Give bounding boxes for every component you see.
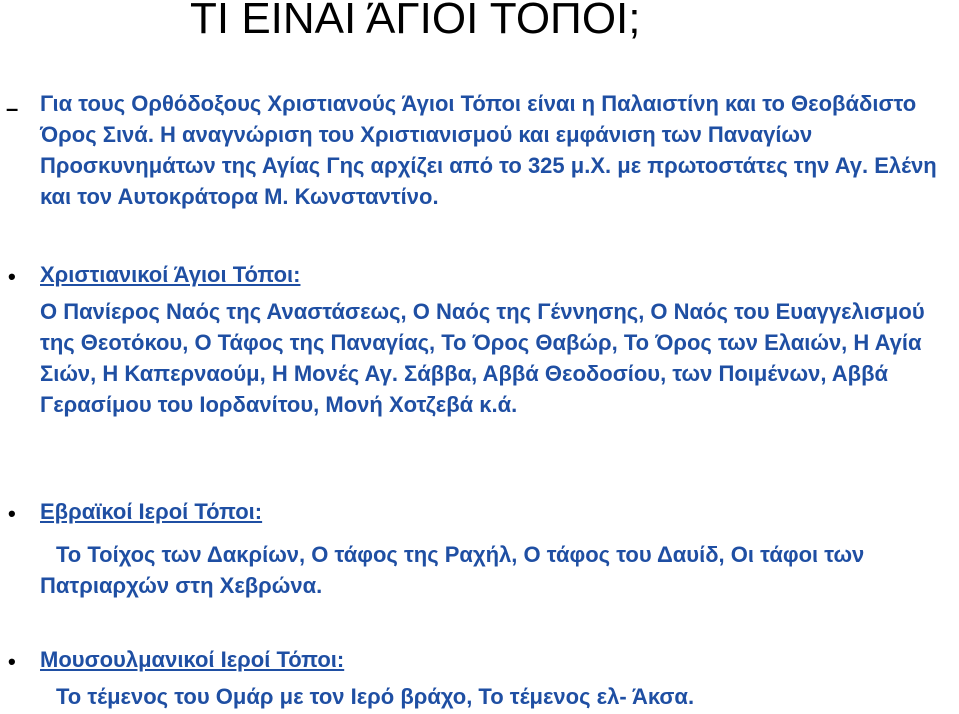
section-heading-jewish: Εβραϊκοί Ιεροί Τόποι: <box>40 499 263 524</box>
intro-paragraph: Για τους Ορθόδοξους Χριστιανούς Άγιοι Τόποι είναι η Παλαιστίνη και το Θεοβάδιστο Όρος Σινά. Η αναγνώριση του Χριστιανισμού και εμφάνιση των Παναγίων Προσκυνημάτων της Αγίας Γης αρχίζει από το 325 μ.Χ. με πρωτοστάτες την Αγ. Ελένη και τον Αυτοκράτορα Μ. Κωνσταντίνο. <box>40 91 937 209</box>
bullet-marker: • <box>8 264 16 289</box>
intro-dash-marker: – <box>6 96 19 121</box>
section-body-christian: Ο Πανίερος Ναός της Αναστάσεως, Ο Ναός της Γέννησης, Ο Ναός του Ευαγγελισμού της Θεοτόκου, Ο Τάφος της Παναγίας, Το Όρος Θαβώρ, Το Όρος των Ελαιών, Η Αγία Σιών, Η Καπερναούμ, Η Μονές Αγ. Σάββα, Αββά Θεοδοσίου, των Ποιμένων, Αββά Γερασίμου του Ιορδανίτου, Μονή Χοτζεβά κ.ά. <box>40 299 925 417</box>
section-heading-muslim: Μουσουλμανικοί Ιεροί Τόποι: <box>40 647 345 672</box>
bullet-marker: • <box>8 649 16 674</box>
section-body-jewish: Το Τοίχος των Δακρίων, Ο τάφος της Ραχήλ, Ο τάφος του Δαυίδ, Οι τάφοι των Πατριαρχών στη Χεβρώνα. <box>40 542 865 598</box>
section-body-muslim: Το τέμενος του Ομάρ με τον Ιερό βράχο, Το τέμενος ελ- Άκσα. <box>56 684 695 709</box>
section-heading-christian: Χριστιανικοί Άγιοι Τόποι: <box>40 262 301 287</box>
bullet-marker: • <box>8 501 16 526</box>
page-title: ΤΙ ΕΙΝΑΙ ΆΓΙΟΙ ΤΟΠΟΙ; <box>190 0 641 43</box>
